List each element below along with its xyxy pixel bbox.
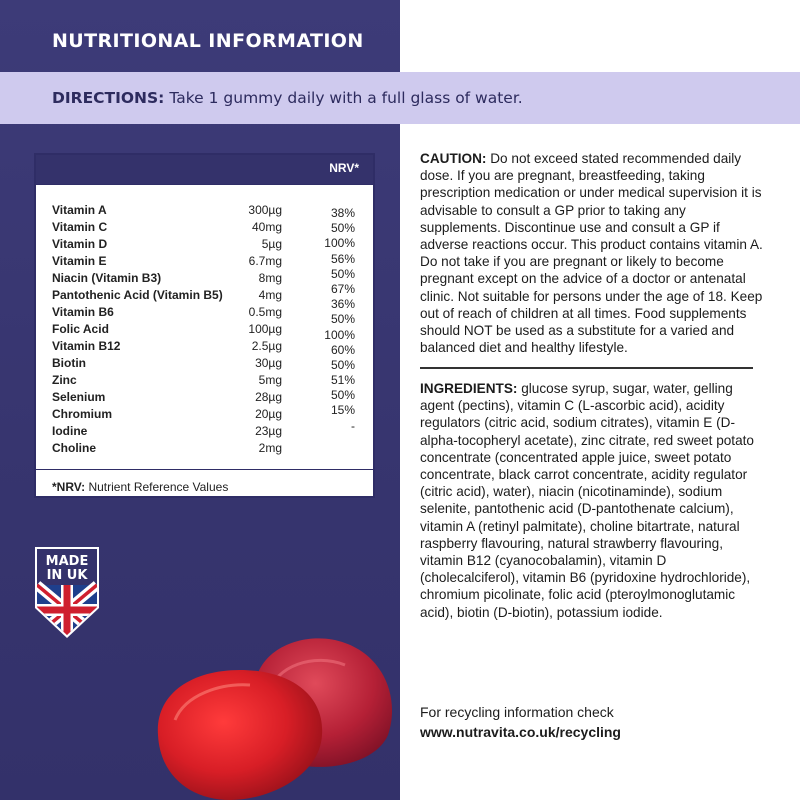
ingredients-label: INGREDIENTS: [420,381,518,396]
nutrient-name: Pantothenic Acid (Vitamin B5) [52,288,223,302]
nutrient-name: Vitamin C [52,220,108,234]
nrv-value: 15% [330,403,355,418]
nrv-value: - [351,418,355,433]
directions-text: Take 1 gummy daily with a full glass of water. [169,89,523,107]
footnote-label: *NRV: [52,480,86,494]
nutrient-amount: 6.7mg [248,254,282,268]
nutrient-amount: 40mg [251,220,282,234]
nrv-header-label: NRV* [329,161,359,175]
nrv-value: 50% [330,357,355,372]
nutrient-name: Vitamin D [52,237,108,251]
nutrient-name: Biotin [52,356,86,370]
nutrient-name: Selenium [52,390,106,404]
nutrient-amount: 20µg [255,407,282,421]
footnote-text: Nutrient Reference Values [88,480,229,494]
nutrient-amount: 2.5µg [251,339,282,353]
nrv-value: 67% [330,281,355,296]
ingredients-text [420,380,765,621]
nrv-footnote [52,480,228,494]
table-divider [36,184,373,185]
union-jack-icon [37,585,97,635]
nutrient-name: Iodine [52,424,88,438]
nutrient-name: Vitamin E [52,254,107,268]
recycling-link[interactable]: www.nutravita.co.uk/recycling [420,724,621,740]
nrv-value: 51% [330,373,355,388]
nutrient-name: Vitamin B12 [52,339,121,353]
nutrient-name: Folic Acid [52,322,109,336]
gummies-image [150,625,410,800]
nutrient-name: Niacin (Vitamin B3) [52,271,162,285]
nrv-value: 100% [324,236,355,251]
page-title: NUTRITIONAL INFORMATION [52,30,364,52]
section-divider [420,367,753,369]
nutrient-amount: 5mg [258,373,282,387]
nutrient-amount: 0.5mg [248,305,282,319]
made-in-uk-badge [33,545,101,639]
badge-line1: MADE [45,554,89,569]
nutrient-name: Zinc [52,373,77,387]
nutrient-name: Vitamin A [52,203,107,217]
nutrient-amount: 300µg [248,203,282,217]
nrv-value: 50% [330,388,355,403]
recycling-info: For recycling information check [420,704,614,720]
nutrient-amount: 100µg [248,322,282,336]
table-row [52,441,362,458]
nutrient-amount: 30µg [255,356,282,370]
nutrient-amount: 5µg [261,237,282,251]
badge-line2: IN UK [46,568,88,583]
nrv-table [34,153,375,498]
table-divider [36,469,373,470]
nrv-value: 50% [330,266,355,281]
nrv-table-header [36,155,373,184]
nrv-value: 36% [330,297,355,312]
nutrient-amount: 23µg [255,424,282,438]
nutrient-name: Choline [52,441,96,455]
nrv-value: 100% [324,327,355,342]
nrv-values-column [315,206,355,434]
nrv-value: 56% [330,251,355,266]
nutrient-amount: 28µg [255,390,282,404]
directions [52,89,523,107]
caution-text [420,150,765,356]
nutrient-amount: 4mg [258,288,282,302]
nutrient-name: Chromium [52,407,112,421]
nrv-value: 38% [330,206,355,220]
nutrient-amount: 2mg [258,441,282,455]
nrv-value: 60% [330,342,355,357]
directions-label: DIRECTIONS: [52,89,165,107]
caution-label: CAUTION: [420,151,487,166]
ingredients-body: glucose syrup, sugar, water, gelling agent (pectins), vitamin C (L-ascorbic acid), acidity regulators (citric acid, sodium citrates), vitamin E (D-alpha-tocopheryl acetate), zinc citrate, red sweet potato concentrate (concentrated apple juice, sweet potato concentrate, black carrot concentrate, acidity regulator (citric acid), water), niacin (nicotinaminde), sodium selenite, pantothenic acid (D-pantothenate calcium), vitamin A (retinyl palmitate), choline bitartrate, natural raspberry flavouring, natural strawberry flavouring, vitamin B12 (cyanocobalamin), vitamin D (cholecalciferol), vitamin B6 (pyridoxine hydrochloride), chromium picolinate, folic acid (pteroylmonoglutamic acid), biotin (D-biotin), potassium iodide. [420,381,754,620]
nutrient-amount: 8mg [258,271,282,285]
nrv-value: 50% [330,312,355,327]
caution-body: Do not exceed stated recommended daily dose. If you are pregnant, breastfeeding, taking prescription medication or under medical supervision it is advisable to consult a GP prior to taking any supplements. Discontinue use and consult a GP if adverse reactions occur. This product contains vitamin A. Do not take if you are pregnant or likely to become pregnant except on the advice of a doctor or antenatal clinic. Not suitable for persons under the age of 18. Keep out of reach of children at all times. Food supplements should NOT be used as a substitute for a varied and balanced diet and healthy lifestyle. [420,151,763,356]
nutrient-name: Vitamin B6 [52,305,114,319]
nrv-value: 50% [330,221,355,236]
